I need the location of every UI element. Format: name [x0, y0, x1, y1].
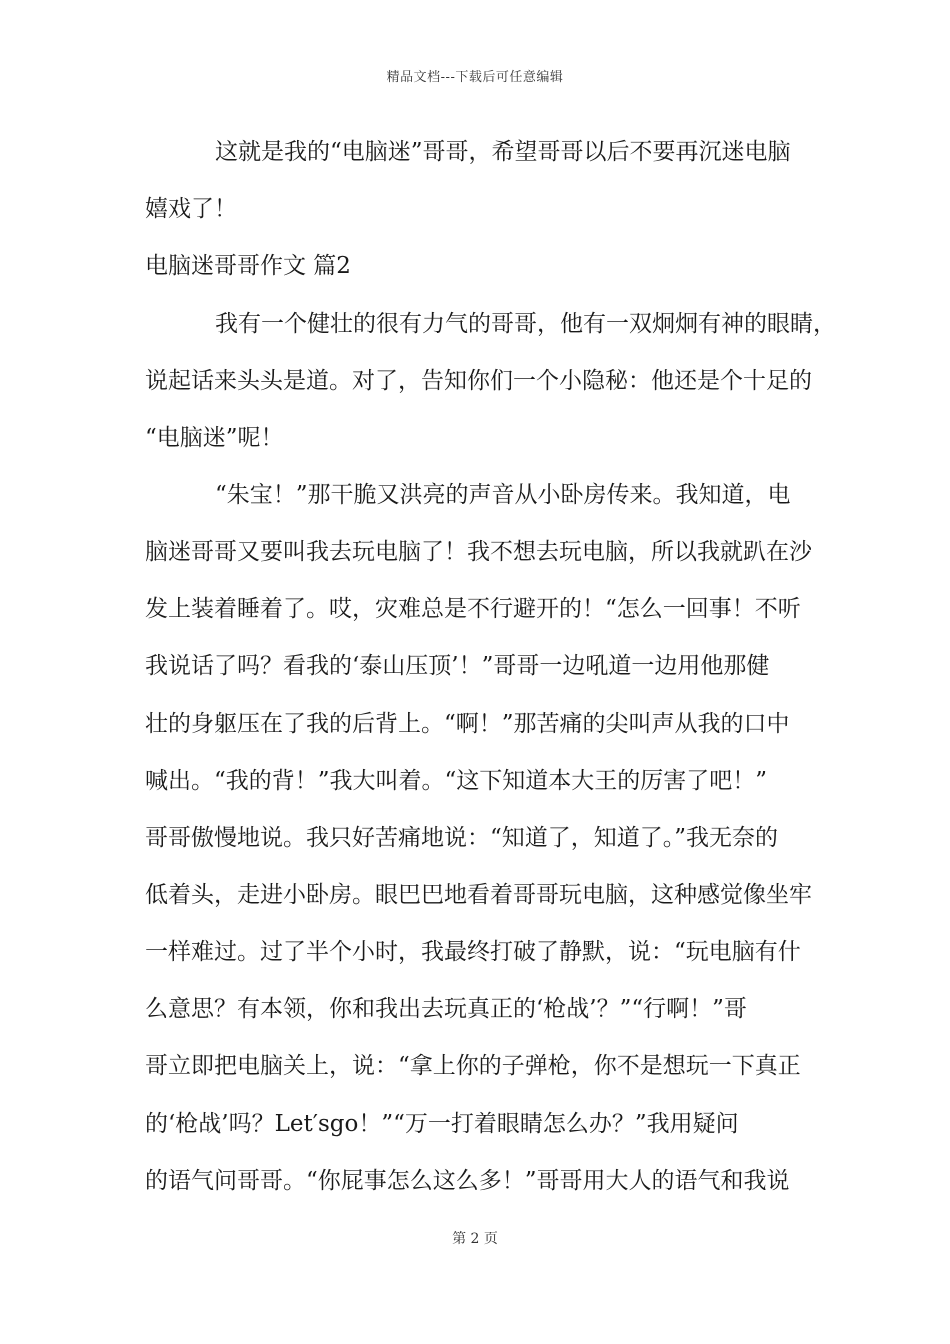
text-line-10: 我说话了吗？看我的‘泰山压顶’！”哥哥一边吼道一边用他那健: [145, 653, 770, 679]
text-line-1: 这就是我的“电脑迷”哥哥，希望哥哥以后不要再沉迷电脑: [215, 139, 791, 165]
page-number: 第 2 页: [452, 1231, 498, 1247]
section-title: 电脑迷哥哥作文 篇2: [145, 253, 351, 279]
text-line-9: 发上装着睡着了。哎，灾难总是不行避开的！“怎么一回事！不听: [145, 596, 801, 622]
text-line-19: 的语气问哥哥。“你屁事怎么这么多！”哥哥用大人的语气和我说: [145, 1168, 790, 1194]
text-line-13: 哥哥傲慢地说。我只好苦痛地说：“知道了，知道了。”我无奈的: [145, 825, 779, 851]
text-line-14: 低着头，走进小卧房。眼巴巴地看着哥哥玩电脑，这种感觉像坐牢: [145, 882, 812, 908]
text-line-18: 的‘枪战’吗？Let′sgo！”“万一打着眼睛怎么办？”我用疑问: [145, 1111, 739, 1137]
text-line-8: 脑迷哥哥又要叫我去玩电脑了！我不想去玩电脑，所以我就趴在沙: [145, 539, 812, 565]
text-line-16: 么意思？有本领，你和我出去玩真正的‘枪战’？”“行啊！”哥: [145, 996, 747, 1022]
text-line-15: 一样难过。过了半个小时，我最终打破了静默，说：“玩电脑有什: [145, 939, 801, 965]
text-line-12: 喊出。“我的背！”我大叫着。“这下知道本大王的厉害了吧！”: [145, 768, 768, 794]
text-line-2: 嬉戏了！: [145, 196, 237, 222]
text-line-6: “电脑迷”呢！: [145, 425, 284, 451]
text-line-4: 我有一个健壮的很有力气的哥哥，他有一双炯炯有神的眼睛，: [215, 311, 836, 337]
text-line-11: 壮的身躯压在了我的后背上。“啊！”那苦痛的尖叫声从我的口中: [145, 711, 790, 737]
text-line-17: 哥立即把电脑关上，说：“拿上你的子弹枪，你不是想玩一下真正: [145, 1053, 801, 1079]
text-line-5: 说起话来头头是道。对了，告知你们一个小隐秘：他还是个十足的: [145, 368, 812, 394]
text-line-7: “朱宝！”那干脆又洪亮的声音从小卧房传来。我知道，电: [215, 482, 791, 508]
page-header: 精品文档---下载后可任意编辑: [386, 70, 564, 85]
